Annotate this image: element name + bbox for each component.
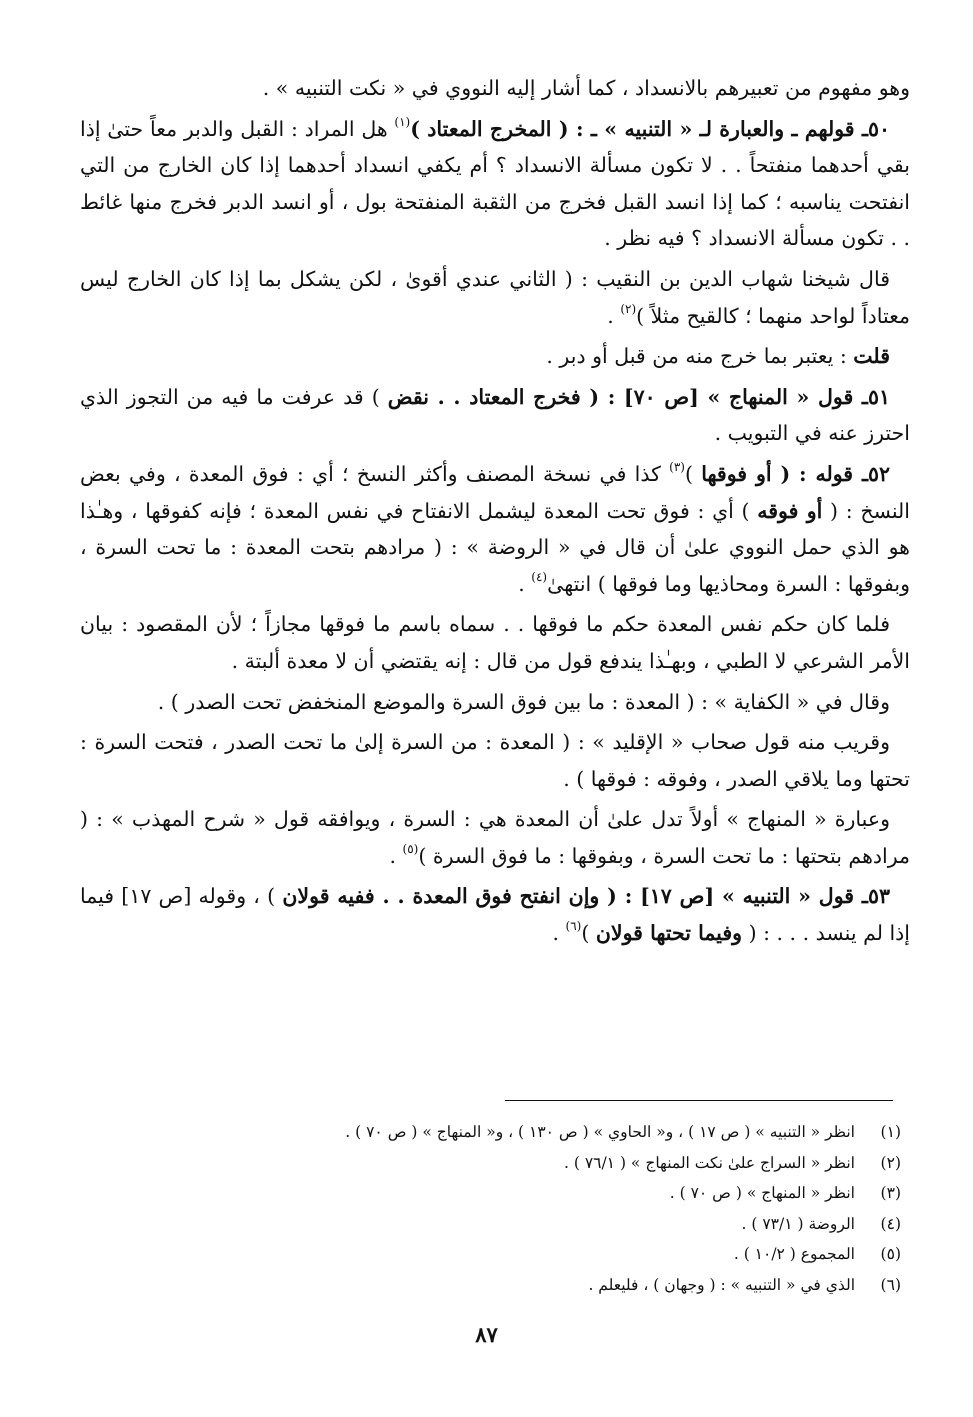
text-segment: كذا في نسخة المصنف وأكثر النسخ ؛ أي : فوق المعدة ، وفي بعض النسخ : (	[80, 461, 910, 523]
footnote	[201, 1209, 901, 1240]
text-segment: قال شيخنا شهاب الدين بن النقيب : ( الثاني عندي أقوىٰ ، لكن يشكل بما إذا كان الخارج ليس معتاداً لواحد منهما ؛ كالقيح مثلاً )	[80, 266, 910, 328]
text-segment: )	[684, 461, 702, 486]
footnote-number: (٥)	[880, 1245, 901, 1263]
footnote-number: (٤)	[880, 1214, 901, 1233]
footnote-reference: (٥)	[402, 841, 419, 856]
text-segment: ) ، وقوله [ص ١٧] فيما إذا لم ينسد . . . : (	[80, 884, 910, 946]
footnote-text: الروضة ( ٧٣/١ ) .	[741, 1214, 855, 1233]
footnote-separator	[505, 1100, 893, 1101]
footnote-text: انظر « السراج علىٰ نكت المنهاج » ( ٧٦/١ ) .	[563, 1153, 855, 1172]
footnote-number: (٣)	[880, 1184, 901, 1202]
footnote-text: الذي في « التنبيه » : ( وجهان ) ، فليعلم .	[588, 1275, 855, 1294]
paragraph	[80, 261, 910, 334]
text-segment: ) قد عرفت ما فيه من التجوز الذي احترز عنه في التبويب .	[80, 384, 910, 446]
text-segment: ( المخرج المعتاد )	[410, 116, 569, 141]
text-segment: : يعتبر بما خرج منه من قبل أو دبر .	[546, 344, 854, 369]
footnote-text: انظر « المنهاج » ( ص ٧٠ ) .	[669, 1184, 855, 1202]
footnote-number: (٦)	[880, 1275, 901, 1294]
footnote	[201, 1117, 901, 1148]
text-segment: ٥٠ـ قولهم ـ والعبارة لـ « التنبيه » ـ :	[568, 116, 891, 141]
footnote-reference: (٣)	[669, 459, 685, 474]
footnote	[201, 1239, 901, 1270]
text-segment: ٥٢ـ قوله : (	[771, 461, 891, 486]
text-segment: فخرج المعتاد . . نقض	[387, 384, 581, 409]
page-number: ٨٧	[475, 1322, 498, 1347]
text-segment: ٥٣ـ قول « التنبيه » [ص ١٧] : (	[599, 884, 890, 909]
text-segment: فلما كان حكم نفس المعدة حكم ما فوقها . . سماه باسم ما فوقها مجازاً ؛ لأن المقصود : بيان الأمر الشرعي لا الطبي ، وبهـٰذا يندفع قول من قال : إنه يقتضي أن لا معدة ألبتة .	[80, 612, 910, 673]
text-segment: وإن انفتح فوق المعدة . . ففيه قولان	[282, 884, 600, 909]
text-segment: وفيما تحتها قولان	[595, 921, 743, 946]
text-segment: ٥١ـ قول « المنهاج » [ص ٧٠] : (	[580, 384, 890, 409]
footnote	[201, 1178, 901, 1209]
footnote	[201, 1270, 901, 1301]
footnote-text: المجموع ( ١٠/٢ ) .	[733, 1245, 855, 1263]
text-segment: قلت	[853, 344, 890, 369]
paragraph	[80, 878, 910, 951]
paragraph	[80, 724, 910, 797]
text-segment: )	[581, 921, 596, 946]
main-text	[80, 70, 910, 956]
paragraph	[80, 606, 910, 679]
text-segment: وقال في « الكفاية » : ( المعدة : ما بين فوق السرة والموضع المنخفض تحت الصدر ) .	[157, 689, 890, 714]
text-segment: .	[518, 571, 532, 596]
footnote-number: (٢)	[880, 1153, 901, 1172]
text-segment: .	[389, 843, 403, 868]
paragraph	[80, 801, 910, 874]
paragraph	[80, 111, 910, 257]
text-segment: أو فوقها	[701, 461, 772, 486]
text-segment: .	[552, 921, 566, 946]
footnote-number: (١)	[880, 1123, 901, 1141]
paragraph	[80, 456, 910, 602]
footnote	[201, 1148, 901, 1179]
paragraph	[80, 379, 910, 452]
footnotes	[201, 1117, 901, 1300]
paragraph	[80, 338, 910, 375]
text-segment: وهو مفهوم من تعبيرهم بالانسداد ، كما أشار إليه النووي في « نكت التنبيه » .	[262, 76, 910, 100]
text-segment: أو فوقه	[757, 498, 823, 523]
footnote-reference: (٢)	[620, 301, 637, 316]
footnote-reference: (١)	[394, 114, 411, 129]
footnote-reference: (٤)	[531, 569, 548, 584]
footnote-text: انظر « التنبيه » ( ص ١٧ ) ، و« الحاوي » ( ص ١٣٠ ) ، و« المنهاج » ( ص ٧٠ ) .	[345, 1123, 855, 1141]
text-segment: .	[607, 303, 621, 328]
text-segment: وقريب منه قول صحاب « الإقليد » : ( المعدة : من السرة إلىٰ ما تحت الصدر ، فتحت السرة : تحتها وما يلاقي الصدر ، وفوقه : فوقها ) .	[80, 730, 910, 791]
text-segment: وعبارة « المنهاج » أولاً تدل علىٰ أن المعدة هي : السرة ، ويوافقه قول « شرح المهذب » : ( مرادهم بتحتها : ما تحت السرة ، وبفوقها : ما فوق السرة )	[80, 807, 910, 868]
text-segment: ) أي : فوق تحت المعدة ليشمل الانفتاح في نفس المعدة ؛ فإنه كفوقها ، وهـٰذا هو الذي حمل النووي علىٰ أن قال في « الروضة » : ( مرادهم بتحت المعدة : ما تحت السرة ، وبفوقها : السرة ومحاذيها وما فوقها ) انتهىٰ	[80, 498, 910, 596]
paragraph	[80, 684, 910, 721]
paragraph	[80, 70, 910, 107]
footnote-reference: (٦)	[565, 919, 582, 934]
text-segment: هل المراد : القبل والدبر معاً حتىٰ إذا بقي أحدهما منفتحاً . . لا تكون مسألة الانسداد ؟ أم يكفي انسداد أحدهما إذا كان الخارج من التي انفتحت يناسبه ؛ كما إذا انسد القبل فخرج من الثقبة المنفتحة بول ، أو انسد الدبر فخرج منها غائط . . تكون مسألة الانسداد ؟ فيه نظر .	[80, 116, 910, 251]
